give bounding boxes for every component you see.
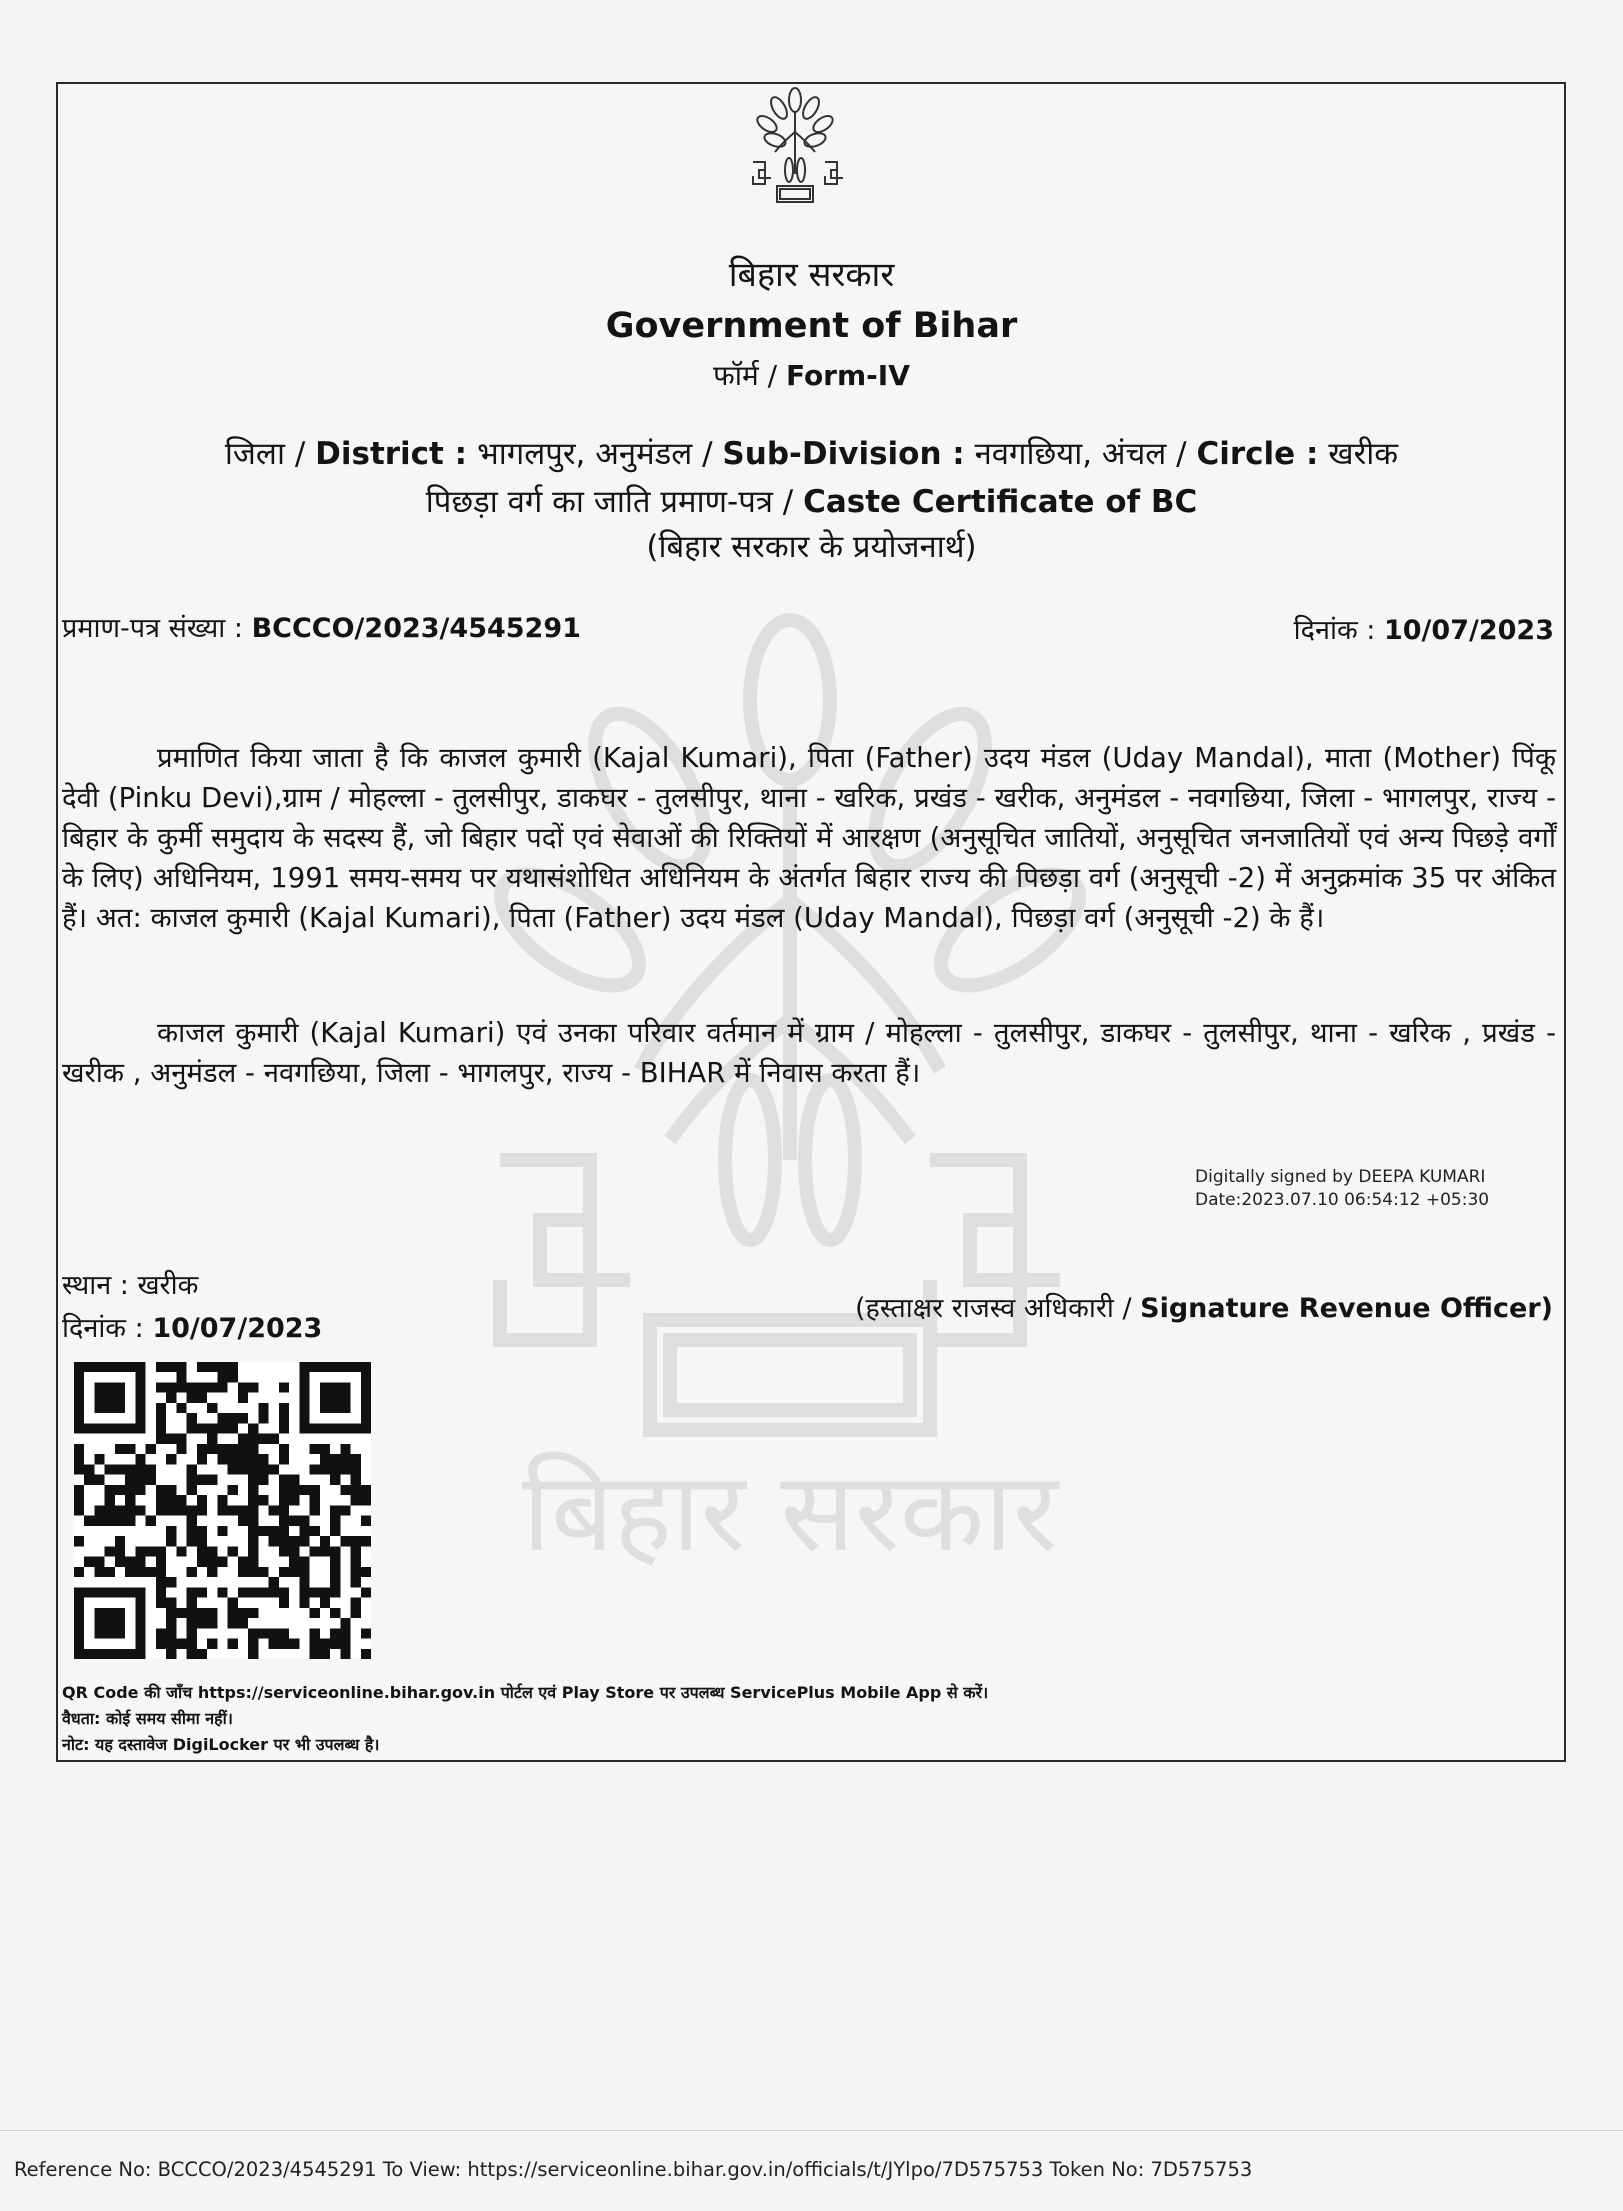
digital-signature-date: Date:2023.07.10 06:54:12 +05:30: [1195, 1190, 1490, 1210]
certificate-number-label: प्रमाण-पत्र संख्या :: [62, 613, 243, 644]
issue-date-value: 10/07/2023: [1383, 615, 1554, 646]
certification-paragraph: प्रमाणित किया जाता है कि काजल कुमारी (Kajal Kumari), पिता (Father) उदय मंडल (Uday Mandal), माता (Mother) पिंकू देवी (Pinku Devi),ग्राम / मोहल्ला - तुलसीपुर, डाकघर - तुलसीपुर, थाना - खरिक, प्रखंड - खरीक, अनुमंडल - नवगछिया, जिला - भागलपुर, राज्य - बिहार के कुर्मी समुदाय के सदस्य हैं, जो बिहार पदों एवं सेवाओं की रिक्तियों में आरक्षण (अनुसूचित जातियों, अनुसूचित जनजातियों एवं अन्य पिछड़े वर्गों के लिए) अधिनियम, 1991 समय-समय पर यथासंशोधित अधिनियम के अंतर्गत बिहार राज्य की पिछड़ा वर्ग (अनुसूची -2) में अनुक्रमांक 35 पर अंकित हैं। अत: काजल कुमारी (Kajal Kumari), पिता (Father) उदय मंडल (Uday Mandal), पिछड़ा वर्ग (अनुसूची -2) के हैं।: [62, 742, 1556, 934]
verification-notes: [62, 1680, 988, 1758]
digital-signature-signer: Digitally signed by DEEPA KUMARI: [1195, 1167, 1486, 1187]
reference-footer: Reference No: BCCCO/2023/4545291 To View: https://serviceonline.bihar.gov.in/officials/t/JYlpo/7D575753 Token No: 7D575753: [14, 2158, 1253, 2181]
form-title: [0, 356, 1623, 394]
certificate-number: [62, 608, 581, 645]
certificate-purpose: (बिहार सरकार के प्रयोजनार्थ): [646, 529, 977, 565]
signature-date-value: 10/07/2023: [152, 1313, 323, 1344]
signatory-title-hindi: (हस्ताक्षर राजस्व अधिकारी /: [854, 1293, 1132, 1324]
subdivision-value: नवगछिया, अंचल /: [974, 436, 1187, 472]
note-validity: वैधता: कोई समय सीमा नहीं।: [62, 1709, 233, 1728]
digital-signature: [1195, 1166, 1489, 1212]
signature-date-label: दिनांक :: [62, 1313, 144, 1344]
note-qr-verification: QR Code की जाँच https://serviceonline.bihar.gov.in पोर्टल एवं Play Store पर उपलब्ध ServicePlus Mobile App से करें।: [62, 1683, 989, 1702]
form-title-hindi: फॉर्म /: [713, 359, 778, 392]
certificate-number-value: BCCCO/2023/4545291: [251, 613, 581, 644]
govt-title-english: Government of Bihar: [605, 306, 1018, 346]
watermark-text: बिहार सरकार: [522, 1448, 1058, 1576]
certificate-title-english: Caste Certificate of BC: [803, 484, 1198, 520]
certificate-title-hindi: पिछड़ा वर्ग का जाति प्रमाण-पत्र /: [425, 484, 794, 520]
issue-date: [1294, 610, 1554, 647]
subdivision-label: Sub-Division :: [722, 436, 965, 472]
note-digilocker: नोट: यह दस्तावेज DigiLocker पर भी उपलब्ध है।: [62, 1735, 380, 1754]
qr-code-icon[interactable]: [70, 1362, 375, 1659]
bihar-emblem-icon: [745, 82, 845, 218]
footer-divider: [0, 2130, 1623, 2131]
circle-label: Circle :: [1196, 436, 1319, 472]
district-label-hindi: जिला /: [224, 436, 306, 472]
place-of-issue: स्थान : खरीक: [62, 1270, 199, 1301]
form-title-label: Form-IV: [785, 359, 910, 392]
district-line: [0, 432, 1623, 474]
signatory-title: [855, 1288, 1553, 1325]
issue-date-label: दिनांक :: [1293, 615, 1376, 646]
district-label: District :: [315, 436, 468, 472]
govt-title-hindi: बिहार सरकार: [728, 255, 895, 295]
signatory-title-english: Signature Revenue Officer): [1140, 1293, 1553, 1324]
certificate-title: [0, 480, 1623, 522]
district-value: भागलपुर, अनुमंडल /: [476, 436, 713, 472]
signature-date: [62, 1308, 322, 1345]
circle-value: खरीक: [1328, 436, 1399, 472]
residence-paragraph: काजल कुमारी (Kajal Kumari) एवं उनका परिवार वर्तमान में ग्राम / मोहल्ला - तुलसीपुर, डाकघर - तुलसीपुर, थाना - खरिक , प्रखंड - खरीक , अनुमंडल - नवगछिया, जिला - भागलपुर, राज्य - BIHAR में निवास करता हैं।: [62, 1017, 1556, 1089]
